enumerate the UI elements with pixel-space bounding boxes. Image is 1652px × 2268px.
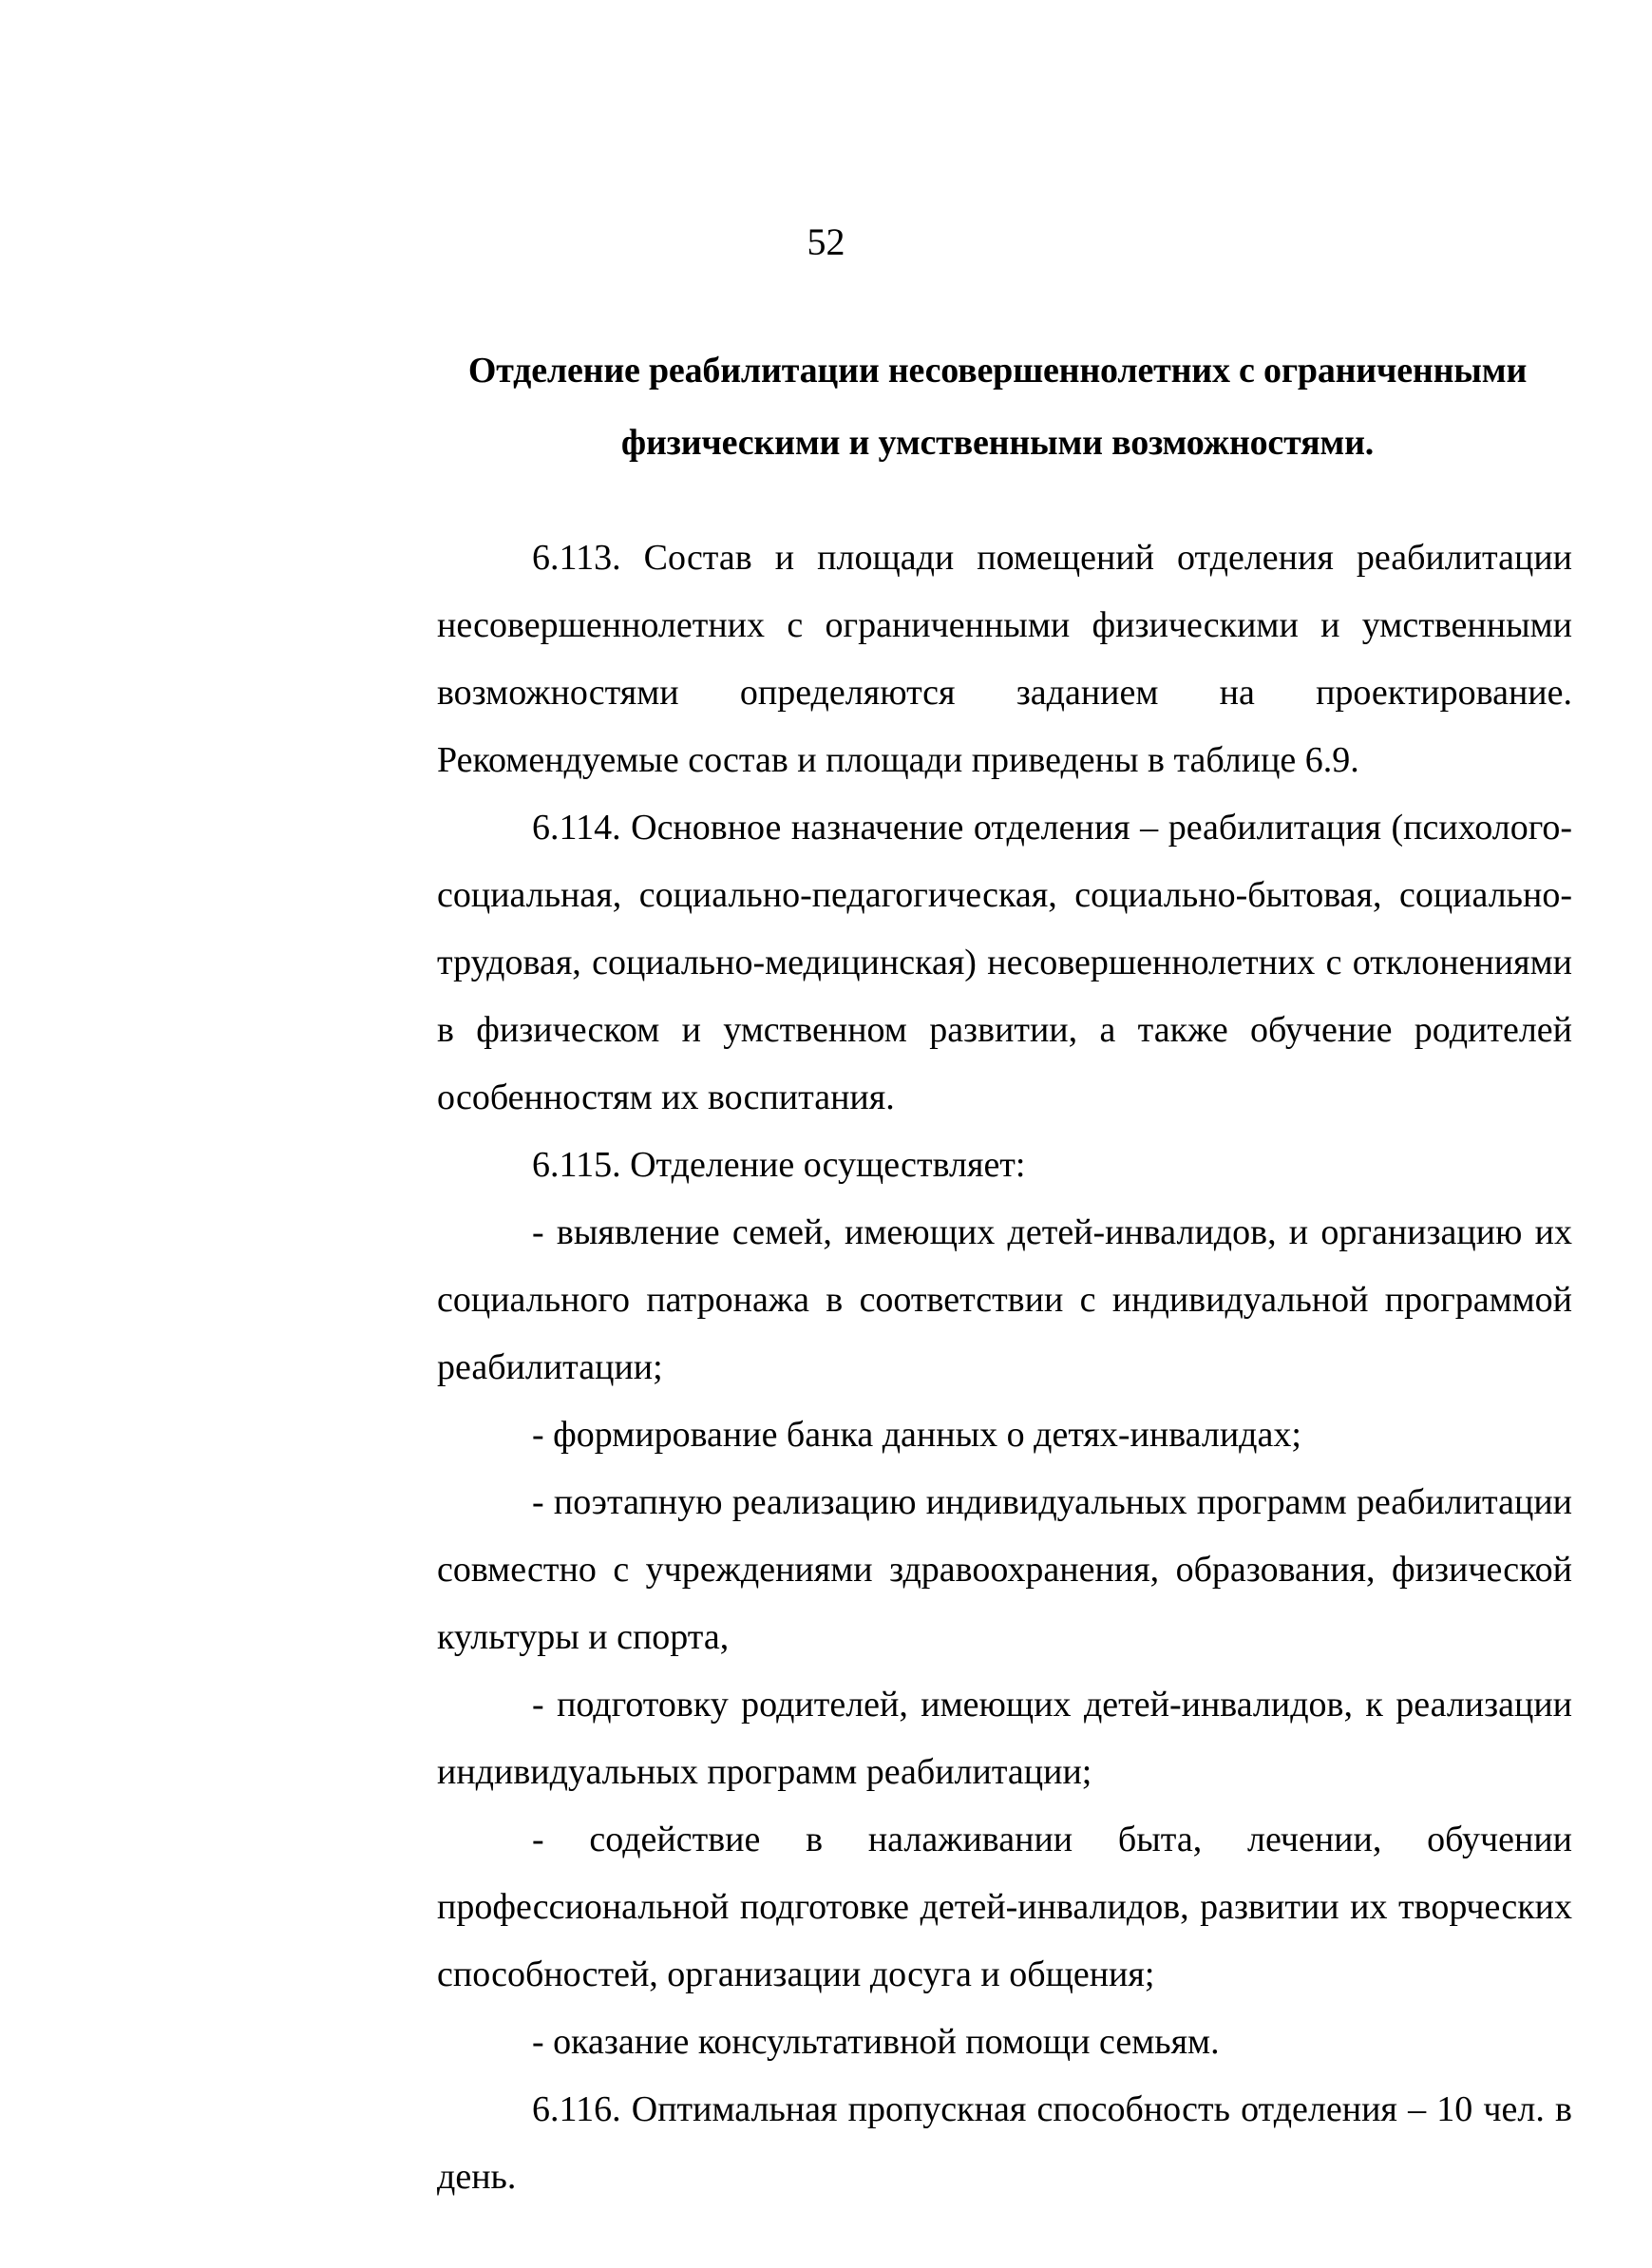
list-item-identification: - выявление семей, имеющих детей-инвалидов, и организацию их социального патронажа в соответствии с индивидуальной программой реабилитации; (437, 1212, 1572, 1387)
paragraph-6-115: 6.115. Отделение осуществляет: (532, 1145, 1026, 1185)
list-item-parent-training: - подготовку родителей, имеющих детей-инвалидов, к реализации индивидуальных программ реабилитации; (437, 1685, 1572, 1792)
list-item-data-bank: - формирование банка данных о детях-инвалидах; (532, 1415, 1301, 1455)
body-text (437, 524, 1572, 2211)
list-item-assistance: - содействие в налаживании быта, лечении, обучении профессиональной подготовке детей-инвалидов, развитии их творческих способностей, организации досуга и общения; (437, 1820, 1572, 1994)
paragraph-6-113: 6.113. Состав и площади помещений отделения реабилитации несовершеннолетних с ограниченными физическими и умственными возможностями определяются заданием на проектирование. Рекомендуемые состав и площади приведены в таблице 6.9. (437, 538, 1572, 780)
list-item-phased-implementation: - поэтапную реализацию индивидуальных программ реабилитации совместно с учреждениями здравоохранения, образования, физической культуры и спорта, (437, 1482, 1572, 1657)
page-number: 52 (807, 220, 845, 263)
list-item-consultation: - оказание консультативной помощи семьям. (532, 2022, 1220, 2062)
paragraph-6-114: 6.114. Основное назначение отделения – реабилитация (психолого-социальная, социально-педагогическая, социально-бытовая, социально-трудовая, социально-медицинская) несовершеннолетних с отклонениями в физическом и умственном развитии, а также обучение родителей особенностям их воспитания. (437, 808, 1572, 1117)
paragraph-6-116: 6.116. Оптимальная пропускная способность отделения – 10 чел. в день. (437, 2089, 1572, 2197)
section-heading: Отделение реабилитации несовершеннолетних с ограниченными физическими и умственными возможностями. (467, 351, 1528, 463)
